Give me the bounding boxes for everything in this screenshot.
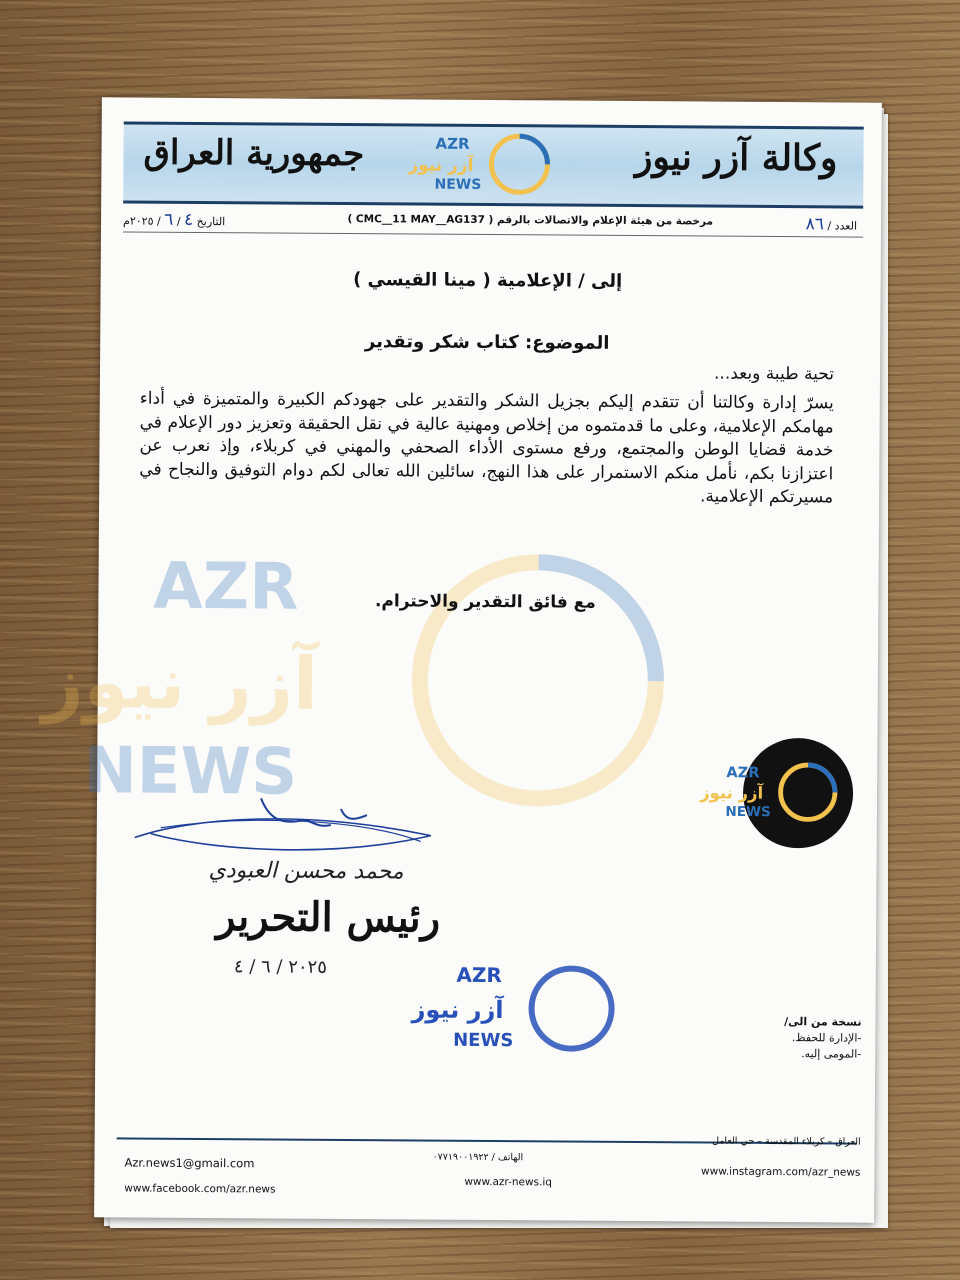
svg-text:AZR: AZR	[153, 549, 299, 625]
copy-to-title: نسخة من الى/	[784, 1015, 862, 1029]
date-label: التاريخ	[196, 214, 226, 229]
copy-to-item: -الإدارة للحفظ.	[791, 1031, 862, 1045]
letter-body: يسرّ إدارة وكالتنا أن تتقدم إليكم بجزيل الشكر والتقدير على جهودكم الكبيرة والمتميزة في أداء مهامكم الإعلامية، وعلى ما قدمتموه من إخلاص ومهنية عالية في نقل الحقيقة وتعزيز دور الإعلام في خدمة قضايا الوطن والمجتمع، ورفع مستوى الأداء الصحفي والمهني في كربلاء، وإذ نعرب عن اعتزازنا بكم، نأمل منكم الاستمرار على هذا النهج، سائلين الله تعالى لكم دوام التوفيق والنجاح في مسيرتكم الإعلامية.	[139, 388, 834, 508]
svg-text:آزر نيوز: آزر نيوز	[411, 995, 504, 1025]
closing-line: مع فائق التقدير والاحترام.	[374, 591, 596, 613]
logo-news: NEWS	[434, 176, 482, 193]
subject-line: الموضوع: كتاب شكر وتقدير	[364, 331, 610, 354]
footer-facebook: www.facebook.com/azr.news	[124, 1182, 276, 1196]
azr-news-logo	[408, 131, 559, 198]
azr-news-logo	[700, 760, 847, 825]
round-logo-sticker	[700, 738, 854, 849]
svg-text:AZR: AZR	[726, 765, 760, 782]
signer-title: رئيس التحرير	[216, 893, 441, 942]
logo-latin: AZR	[435, 134, 470, 153]
greeting: تحية طيبة وبعد...	[713, 363, 835, 385]
footer-website: www.azr-news.iq	[464, 1175, 553, 1189]
signature-date: ٢٠٢٥ / ٦ / ٤	[233, 956, 327, 978]
country-name: جمهورية العراق	[143, 132, 365, 175]
letter-number	[806, 214, 857, 234]
copy-to-block	[784, 1014, 862, 1063]
svg-text:NEWS: NEWS	[82, 734, 298, 810]
date-month: ٦	[164, 209, 174, 230]
svg-text:آزر نيوز: آزر نيوز	[700, 783, 764, 803]
svg-text:NEWS: NEWS	[725, 803, 771, 821]
date-year: / ٢٠٢٥م	[123, 214, 161, 228]
agency-stamp	[411, 958, 624, 1059]
svg-text:NEWS: NEWS	[453, 1029, 514, 1052]
footer-phone: الهاتف / ٠٧٧١٩٠٠١٩٢٢	[432, 1151, 524, 1164]
number-label: العدد /	[827, 219, 858, 233]
number-value: ٨٦	[805, 214, 825, 235]
license-text: مرخصة من هيئة الإعلام والاتصالات بالرقم ( CMC__11 MAY__AG137 )	[347, 213, 714, 228]
letter-date: التاريخ ٤ / ٦ / ٢٠٢٥م	[123, 209, 226, 230]
agency-name: وكالة آزر نيوز	[634, 136, 838, 180]
footer-instagram: www.instagram.com/azr_news	[701, 1165, 861, 1179]
logo-arabic: آزر نيوز	[408, 155, 474, 176]
footer-email: Azr.news1@gmail.com	[124, 1155, 255, 1171]
svg-text:AZR: AZR	[456, 962, 502, 988]
watermark-logo	[41, 539, 699, 822]
reference-row	[123, 205, 863, 234]
footer-address: العراق – كربلاء المقدسة – حي العامل	[712, 1135, 861, 1148]
date-day: ٤	[183, 209, 194, 230]
copy-to-item: -المومى إليه.	[801, 1047, 862, 1061]
svg-text:آزر نيوز: آزر نيوز	[41, 639, 319, 726]
letter-sheet	[41, 97, 882, 1222]
letterhead	[123, 121, 864, 208]
signer-name: محمد محسن العبودي	[208, 858, 404, 885]
recipient-line: إلى / الإعلامية ( مينا القيسي )	[353, 269, 623, 292]
